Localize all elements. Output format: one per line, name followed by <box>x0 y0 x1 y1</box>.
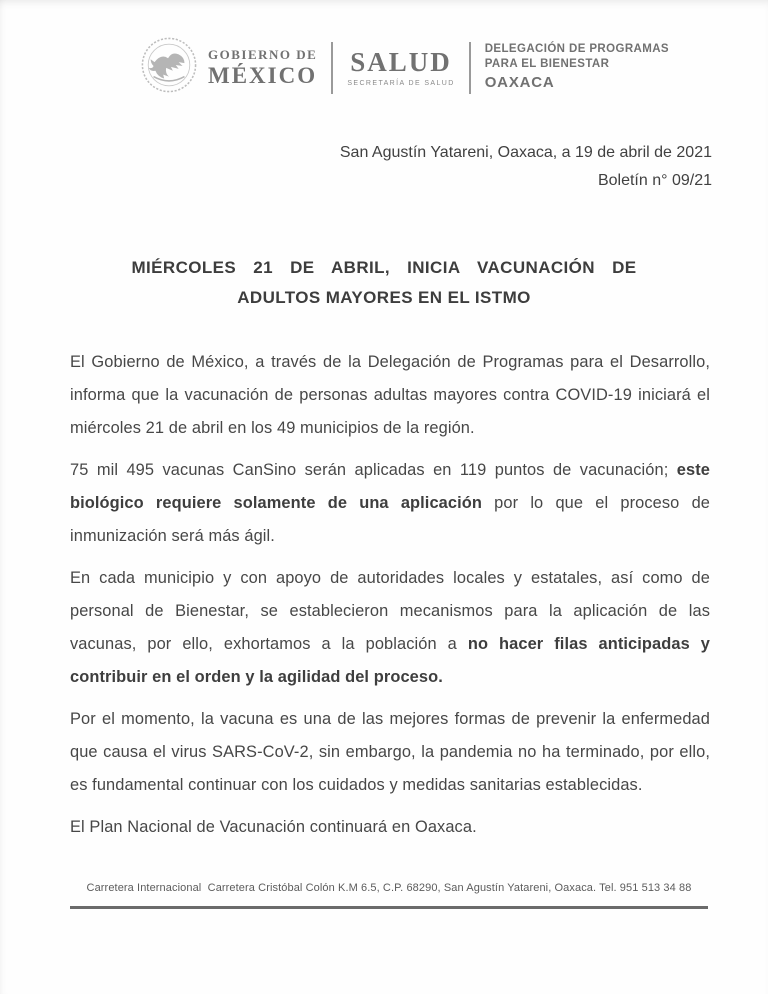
delegacion-block <box>485 42 669 92</box>
mexico-coat-of-arms-seal-icon <box>140 36 198 99</box>
header-divider <box>331 42 333 94</box>
gobierno-de-mexico-wordmark <box>208 48 317 87</box>
paragraph <box>70 562 710 694</box>
paragraph <box>70 703 710 802</box>
paragraph-text: por lo que el proceso de inmunización será más ágil. <box>70 494 711 545</box>
gobierno-line2: MÉXICO <box>208 63 318 88</box>
paragraph <box>70 346 710 445</box>
bulletin-number: Boletín n° 09/21 <box>597 172 712 189</box>
paragraph-text: El Plan Nacional de Vacunación continuará en Oaxaca. <box>70 818 477 836</box>
gobierno-line1: GOBIERNO DE <box>208 47 318 62</box>
paragraph-text: El Gobierno de México, a través de la Delegación de Programas para el Desarrollo, informa que la vacunación de personas adultas mayores contra COVID-19 iniciará el miércoles 21 de abril en los 49 municipios de la región. <box>70 353 710 437</box>
salud-wordmark <box>347 46 455 87</box>
delegacion-line2: PARA EL BIENESTAR <box>484 58 610 71</box>
delegacion-state: OAXACA <box>484 74 555 92</box>
paragraph <box>70 454 710 553</box>
paragraph-text-bold: este biológico requiere solamente de una aplicación <box>70 461 710 512</box>
salud-subtitle: SECRETARÍA DE SALUD <box>347 79 455 87</box>
salud-title: SALUD <box>350 46 452 77</box>
delegacion-line1: DELEGACIÓN DE PROGRAMAS <box>484 43 669 56</box>
paragraph-text: 75 mil 495 vacunas CanSino serán aplicadas en 119 puntos de vacunación; <box>70 461 677 479</box>
letterhead <box>140 36 768 99</box>
dateline-text: San Agustín Yatareni, Oaxaca, a 19 de abril de 2021 <box>339 144 712 161</box>
dateline-block <box>0 139 712 195</box>
footer-rule <box>70 906 708 909</box>
paragraph <box>70 811 710 844</box>
footer <box>70 882 708 909</box>
bulletin-body <box>70 346 710 844</box>
header-divider <box>469 42 471 94</box>
paragraph-text: Por el momento, la vacuna es una de las mejores formas de prevenir la enfermedad que causa el virus SARS-CoV-2, sin embargo, la pandemia no ha terminado, por ello, es fundamental continuar con los cuidados y medidas sanitarias establecidas. <box>70 710 710 794</box>
footer-address: Carretera Internacional Carretera Cristóbal Colón K.M 6.5, C.P. 68290, San Agustín Yatareni, Oaxaca. Tel. 951 513 34 88 <box>86 882 692 894</box>
paragraph-text-bold: no hacer filas anticipadas y contribuir en el orden y la agilidad del proceso. <box>70 635 710 686</box>
bulletin-title: MIÉRCOLES 21 DE ABRIL, INICIA VACUNACIÓN DE ADULTOS MAYORES EN EL ISTMO <box>131 258 637 307</box>
paragraph-text: En cada municipio y con apoyo de autoridades locales y estatales, así como de personal de Bienestar, se establecieron mecanismos para la aplicación de las vacunas, por ello, exhortamos a la población a <box>70 569 710 653</box>
